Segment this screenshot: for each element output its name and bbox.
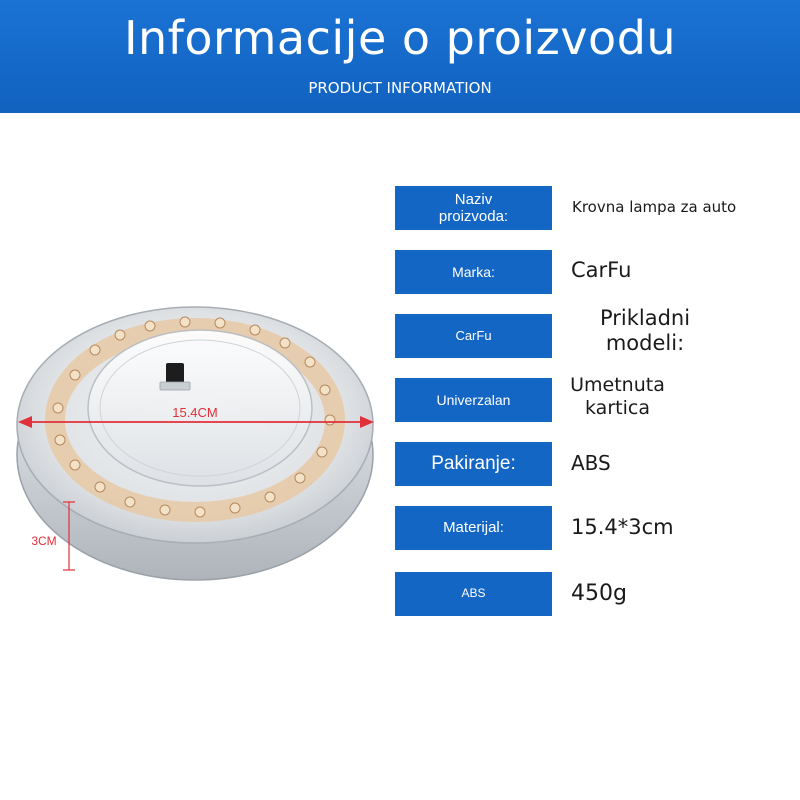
spec-label-carfu: CarFu: [395, 314, 552, 358]
height-label: 3CM: [31, 534, 57, 548]
spec-label-product-name: Naziv proizvoda:: [395, 186, 552, 230]
header-banner: [0, 0, 800, 113]
spec-value-brand: CarFu: [571, 258, 632, 282]
spec-value-product-name: Krovna lampa za auto: [572, 198, 737, 216]
page-subtitle: PRODUCT INFORMATION: [308, 79, 492, 97]
spec-label-material: Materijal:: [395, 506, 552, 550]
spec-value-models: Prikladni modeli:: [599, 306, 691, 356]
page-title: Informacije o proizvodu: [123, 11, 677, 65]
spec-value-weight: 450g: [571, 581, 627, 606]
diameter-label: 15.4CM: [172, 405, 218, 420]
product-photo: [0, 290, 385, 590]
spec-label-universal: Univerzalan: [395, 378, 552, 422]
spec-value-insert-card: Umetnuta kartica: [570, 374, 665, 419]
spec-value-abs: ABS: [571, 451, 611, 475]
spec-value-size: 15.4*3cm: [571, 515, 674, 539]
spec-label-abs: ABS: [395, 572, 552, 616]
spec-label-packaging: Pakiranje:: [395, 442, 552, 486]
spec-label-brand: Marka:: [395, 250, 552, 294]
